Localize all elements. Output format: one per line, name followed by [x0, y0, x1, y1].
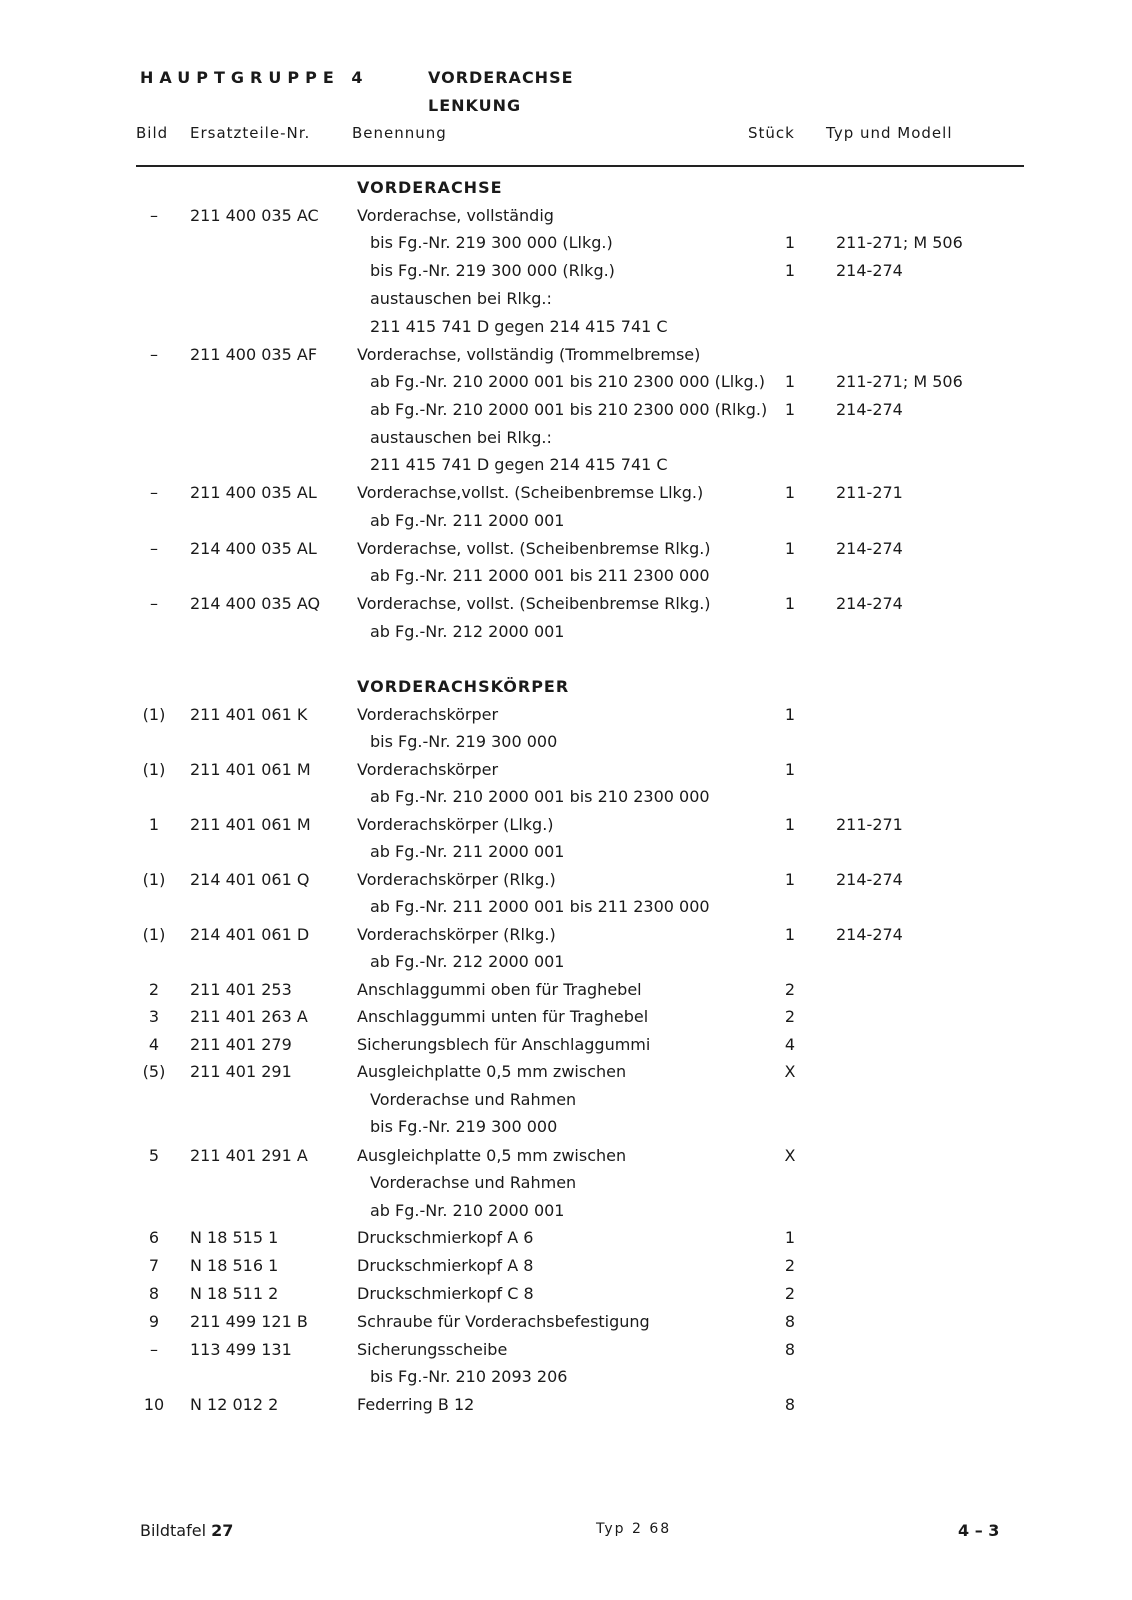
table-row [0, 815, 1132, 841]
cell-bild: – [150, 1340, 158, 1359]
cell-bild: 5 [148, 1146, 160, 1165]
cell-typ: 214-274 [836, 594, 903, 613]
cell-qty: 8 [784, 1395, 796, 1414]
cell-name: Schraube für Vorderachsbefestigung [357, 1312, 650, 1331]
cell-name: ab Fg.-Nr. 210 2000 001 [370, 1201, 565, 1220]
table-row [0, 1062, 1132, 1088]
cell-name: bis Fg.-Nr. 219 300 000 (Rlkg.) [370, 261, 615, 280]
table-row [0, 511, 1132, 537]
col-header-bild: Bild [136, 124, 169, 142]
cell-part: 214 400 035 AL [190, 539, 317, 558]
cell-name: Druckschmierkopf A 6 [357, 1228, 534, 1247]
cell-name: Vorderachskörper (Llkg.) [357, 815, 554, 834]
cell-name: 211 415 741 D gegen 214 415 741 C [370, 317, 668, 336]
cell-qty: 1 [784, 372, 796, 391]
cell-name: Ausgleichplatte 0,5 mm zwischen [357, 1062, 627, 1081]
cell-name: Vorderachskörper (Rlkg.) [357, 870, 556, 889]
cell-bild: 10 [143, 1395, 165, 1414]
cell-name: Druckschmierkopf C 8 [357, 1284, 534, 1303]
table-row [0, 952, 1132, 978]
cell-qty: 1 [784, 400, 796, 419]
cell-name: ab Fg.-Nr. 211 2000 001 [370, 842, 565, 861]
cell-name: ab Fg.-Nr. 212 2000 001 [370, 952, 565, 971]
cell-typ: 214-274 [836, 870, 903, 889]
cell-qty: 2 [784, 1007, 796, 1026]
table-row [0, 732, 1132, 758]
cell-qty: 2 [784, 1256, 796, 1275]
cell-part: N 18 515 1 [190, 1228, 279, 1247]
table-row [0, 787, 1132, 813]
cell-qty: 1 [784, 925, 796, 944]
cell-qty: 8 [784, 1340, 796, 1359]
cell-name: bis Fg.-Nr. 210 2093 206 [370, 1367, 568, 1386]
cell-part: N 12 012 2 [190, 1395, 279, 1414]
cell-qty: 1 [784, 233, 796, 252]
cell-typ: 214-274 [836, 261, 903, 280]
cell-part: 211 401 061 M [190, 815, 311, 834]
cell-typ: 211-271 [836, 815, 903, 834]
cell-name: Vorderachse und Rahmen [370, 1090, 577, 1109]
cell-bild: (1) [142, 760, 166, 779]
cell-name: Sicherungsblech für Anschlaggummi [357, 1035, 651, 1054]
page-number: 4 – 3 [958, 1521, 1000, 1540]
cell-name: ab Fg.-Nr. 211 2000 001 [370, 511, 565, 530]
col-header-description: Benennung [352, 124, 447, 142]
bildtafel-number: 27 [211, 1521, 234, 1540]
table-row [0, 233, 1132, 259]
cell-name: Vorderachse, vollst. (Scheibenbremse Rlkg.) [357, 594, 711, 613]
table-row [0, 1284, 1132, 1310]
cell-name: Vorderachse,vollst. (Scheibenbremse Llkg.) [357, 483, 704, 502]
cell-bild: (1) [142, 705, 166, 724]
section-heading-row [0, 178, 1132, 204]
bildtafel-label: Bildtafel [140, 1521, 207, 1540]
cell-bild: 6 [148, 1228, 160, 1247]
cell-qty: 1 [784, 760, 796, 779]
cell-name: austauschen bei Rlkg.: [370, 428, 552, 447]
table-row [0, 1035, 1132, 1061]
header-divider [136, 165, 1024, 167]
cell-qty: 8 [784, 1312, 796, 1331]
cell-bild: (1) [142, 925, 166, 944]
table-row [0, 1367, 1132, 1393]
cell-qty: 1 [784, 870, 796, 889]
cell-part: 214 401 061 Q [190, 870, 310, 889]
cell-bild: (1) [142, 870, 166, 889]
table-row [0, 1173, 1132, 1199]
cell-bild: 1 [148, 815, 160, 834]
section-title-steering: LENKUNG [428, 96, 522, 115]
table-row [0, 483, 1132, 509]
cell-name: Druckschmierkopf A 8 [357, 1256, 534, 1275]
cell-bild: – [150, 539, 158, 558]
cell-bild: 3 [148, 1007, 160, 1026]
footer-type: Typ 2 68 [596, 1521, 672, 1537]
cell-bild: 9 [148, 1312, 160, 1331]
cell-name: Vorderachse und Rahmen [370, 1173, 577, 1192]
cell-name: VORDERACHSE [357, 178, 503, 197]
table-row [0, 980, 1132, 1006]
cell-part: 211 401 291 A [190, 1146, 308, 1165]
cell-bild: (5) [142, 1062, 166, 1081]
col-header-part-number: Ersatzteile-Nr. [190, 124, 311, 142]
cell-name: Vorderachse, vollst. (Scheibenbremse Rlkg.) [357, 539, 711, 558]
table-row [0, 705, 1132, 731]
cell-part: N 18 511 2 [190, 1284, 279, 1303]
cell-name: bis Fg.-Nr. 219 300 000 [370, 732, 558, 751]
cell-typ: 214-274 [836, 400, 903, 419]
cell-typ: 211-271; M 506 [836, 372, 963, 391]
cell-part: 211 400 035 AF [190, 345, 318, 364]
cell-name: Anschlaggummi oben für Traghebel [357, 980, 642, 999]
cell-part: 211 401 061 K [190, 705, 308, 724]
cell-qty: 1 [784, 539, 796, 558]
cell-bild: – [150, 483, 158, 502]
cell-part: 214 401 061 D [190, 925, 310, 944]
table-row [0, 760, 1132, 786]
cell-qty: 2 [784, 980, 796, 999]
main-group-label: HAUPTGRUPPE 4 [140, 68, 369, 87]
cell-name: bis Fg.-Nr. 219 300 000 (Llkg.) [370, 233, 613, 252]
cell-qty: 1 [784, 261, 796, 280]
cell-name: ab Fg.-Nr. 210 2000 001 bis 210 2300 000 (Rlkg.) [370, 400, 768, 419]
cell-name: Ausgleichplatte 0,5 mm zwischen [357, 1146, 627, 1165]
cell-qty: 2 [784, 1284, 796, 1303]
table-row [0, 1340, 1132, 1366]
col-header-quantity: Stück [748, 124, 795, 142]
cell-name: Vorderachskörper (Rlkg.) [357, 925, 556, 944]
cell-typ: 211-271; M 506 [836, 233, 963, 252]
cell-name: Sicherungsscheibe [357, 1340, 508, 1359]
cell-typ: 211-271 [836, 483, 903, 502]
cell-name: Vorderachskörper [357, 760, 499, 779]
cell-part: 211 401 263 A [190, 1007, 308, 1026]
table-row [0, 622, 1132, 648]
table-row [0, 1007, 1132, 1033]
table-row [0, 317, 1132, 343]
cell-part: 211 499 121 B [190, 1312, 308, 1331]
section-title-front-axle: VORDERACHSE [428, 68, 574, 87]
cell-name: VORDERACHSKÖRPER [357, 677, 570, 696]
cell-qty: 1 [784, 594, 796, 613]
table-row [0, 1201, 1132, 1227]
cell-name: ab Fg.-Nr. 210 2000 001 bis 210 2300 000 (Llkg.) [370, 372, 765, 391]
table-row [0, 870, 1132, 896]
table-row [0, 1090, 1132, 1116]
table-row [0, 1117, 1132, 1143]
cell-name: bis Fg.-Nr. 219 300 000 [370, 1117, 558, 1136]
table-row [0, 594, 1132, 620]
cell-qty: 1 [784, 483, 796, 502]
table-row [0, 206, 1132, 232]
cell-part: 211 400 035 AC [190, 206, 319, 225]
cell-part: 113 499 131 [190, 1340, 292, 1359]
table-row [0, 842, 1132, 868]
cell-typ: 214-274 [836, 539, 903, 558]
table-row [0, 372, 1132, 398]
cell-qty: X [784, 1146, 796, 1165]
table-row [0, 925, 1132, 951]
footer-bildtafel [140, 1521, 233, 1540]
cell-bild: 8 [148, 1284, 160, 1303]
cell-name: Vorderachse, vollständig (Trommelbremse) [357, 345, 701, 364]
cell-name: ab Fg.-Nr. 210 2000 001 bis 210 2300 000 [370, 787, 710, 806]
cell-qty: 1 [784, 815, 796, 834]
table-row [0, 1395, 1132, 1421]
cell-qty: 1 [784, 1228, 796, 1247]
table-row [0, 289, 1132, 315]
cell-bild: – [150, 206, 158, 225]
cell-name: 211 415 741 D gegen 214 415 741 C [370, 455, 668, 474]
cell-part: 214 400 035 AQ [190, 594, 321, 613]
cell-part: N 18 516 1 [190, 1256, 279, 1275]
table-row [0, 400, 1132, 426]
table-row [0, 1146, 1132, 1172]
table-row [0, 1256, 1132, 1282]
table-row [0, 428, 1132, 454]
table-row [0, 345, 1132, 371]
cell-bild: 7 [148, 1256, 160, 1275]
cell-name: ab Fg.-Nr. 211 2000 001 bis 211 2300 000 [370, 566, 710, 585]
cell-name: Anschlaggummi unten für Traghebel [357, 1007, 649, 1026]
cell-part: 211 401 061 M [190, 760, 311, 779]
cell-name: Federring B 12 [357, 1395, 475, 1414]
table-row [0, 455, 1132, 481]
cell-bild: – [150, 345, 158, 364]
cell-part: 211 400 035 AL [190, 483, 317, 502]
table-row [0, 1312, 1132, 1338]
cell-qty: 1 [784, 705, 796, 724]
cell-part: 211 401 279 [190, 1035, 292, 1054]
cell-name: Vorderachskörper [357, 705, 499, 724]
cell-name: ab Fg.-Nr. 211 2000 001 bis 211 2300 000 [370, 897, 710, 916]
cell-qty: 4 [784, 1035, 796, 1054]
cell-name: austauschen bei Rlkg.: [370, 289, 552, 308]
cell-name: ab Fg.-Nr. 212 2000 001 [370, 622, 565, 641]
table-row [0, 650, 1132, 676]
cell-bild: – [150, 594, 158, 613]
cell-bild: 4 [148, 1035, 160, 1054]
cell-part: 211 401 291 [190, 1062, 292, 1081]
table-row [0, 1228, 1132, 1254]
table-row [0, 261, 1132, 287]
cell-part: 211 401 253 [190, 980, 292, 999]
table-row [0, 539, 1132, 565]
table-row [0, 566, 1132, 592]
cell-typ: 214-274 [836, 925, 903, 944]
col-header-type-model: Typ und Modell [826, 124, 953, 142]
cell-name: Vorderachse, vollständig [357, 206, 554, 225]
cell-bild: 2 [148, 980, 160, 999]
cell-qty: X [784, 1062, 796, 1081]
table-row [0, 897, 1132, 923]
section-heading-row [0, 677, 1132, 703]
